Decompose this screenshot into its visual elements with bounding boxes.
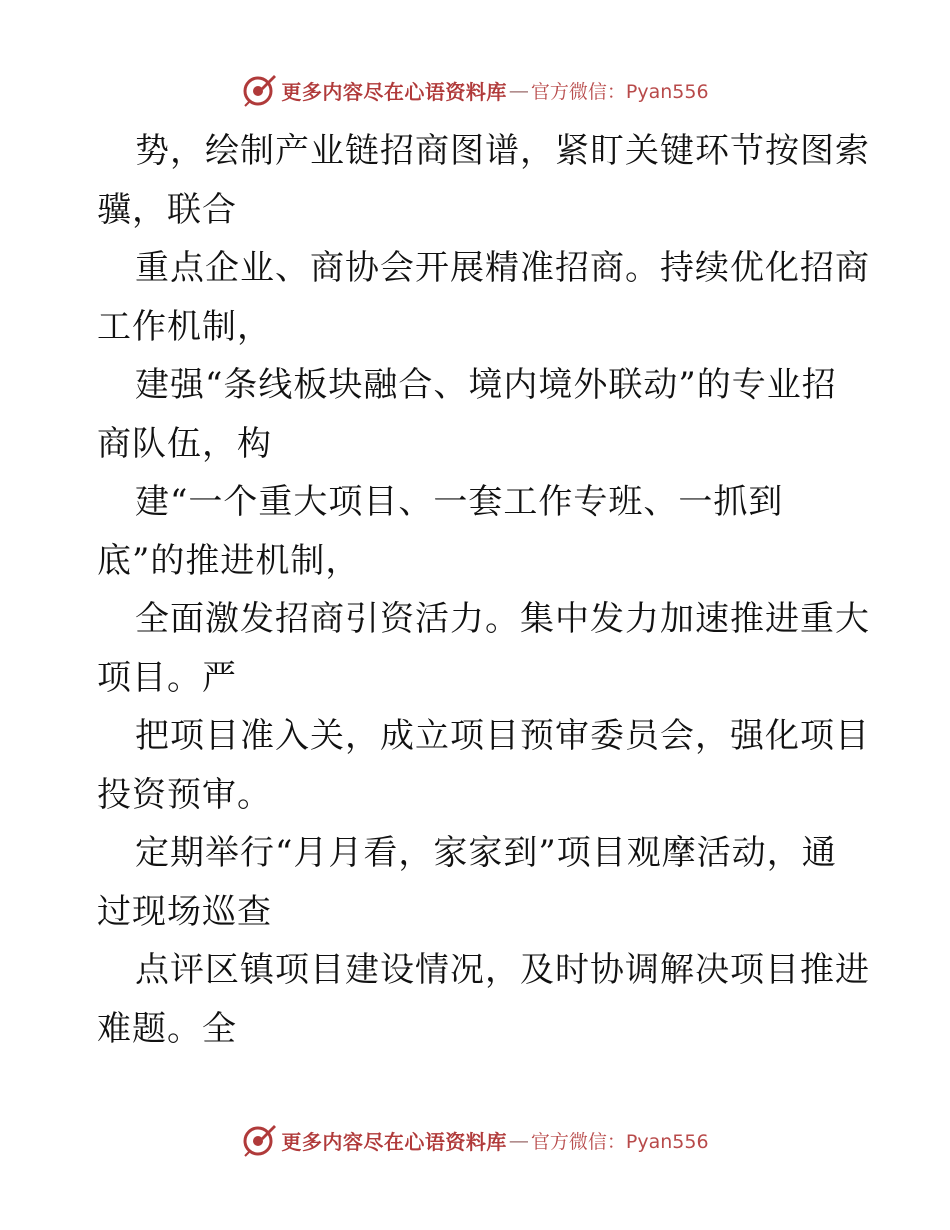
- body-line: 重点企业、商协会开展精准招商。持续优化招商: [135, 248, 870, 288]
- banner-wechat-text: 官方微信：Pyan556: [530, 80, 709, 103]
- body-line: 工作机制，: [97, 306, 272, 347]
- body-line: 项目。严: [97, 657, 237, 698]
- banner-wechat-text: 官方微信：Pyan556: [530, 1130, 709, 1153]
- body-line: 定期举行“月月看，家家到”项目观摩活动，通: [135, 833, 837, 873]
- body-line: 骥，联合: [97, 189, 237, 230]
- body-line: 建“一个重大项目、一套工作专班、一抓到: [135, 482, 784, 522]
- body-line: 建强“条线板块融合、境内境外联动”的专业招: [135, 365, 837, 405]
- body-line: 过现场巡查: [97, 891, 272, 932]
- body-line: 全面激发招商引资活力。集中发力加速推进重大: [135, 599, 870, 639]
- document-body: [97, 122, 870, 1058]
- banner-lead-text: 更多内容尽在心语资料库: [281, 1129, 507, 1154]
- banner-lead-text: 更多内容尽在心语资料库: [281, 79, 507, 104]
- body-line: 难题。全: [97, 1008, 237, 1049]
- body-line: 势，绘制产业链招商图谱，紧盯关键环节按图索: [135, 131, 870, 171]
- body-line: 底”的推进机制，: [97, 540, 361, 581]
- banner-dash: —: [508, 78, 529, 102]
- body-line: 投资预审。: [97, 774, 272, 815]
- header-banner: [0, 70, 950, 110]
- body-line: 点评区镇项目建设情况，及时协调解决项目推进: [135, 950, 870, 990]
- pen-logo-icon: [241, 1122, 277, 1158]
- body-line: 商队伍，构: [97, 423, 272, 464]
- pen-logo-icon: [241, 72, 277, 108]
- body-line: 把项目准入关，成立项目预审委员会，强化项目: [135, 716, 870, 756]
- banner-dash: —: [508, 1128, 529, 1152]
- footer-banner: [0, 1120, 950, 1160]
